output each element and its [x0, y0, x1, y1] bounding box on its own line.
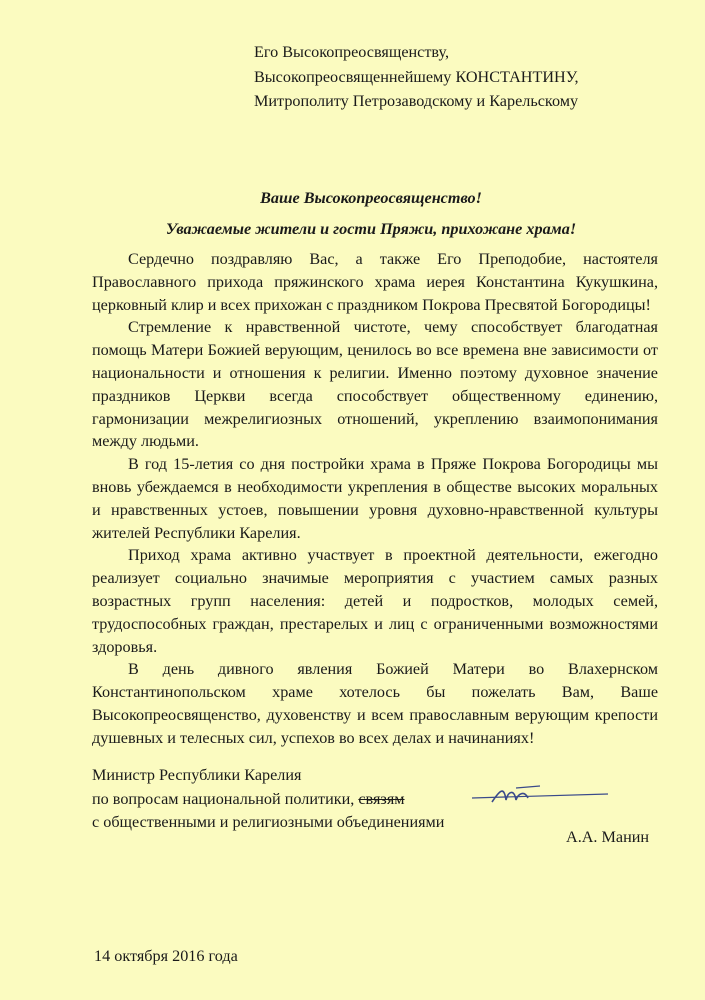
- signatory-title-line-1: Министр Республики Карелия: [92, 766, 302, 784]
- signatory-title-line-2: [92, 788, 444, 812]
- signatory-title-line-3: с общественными и религиозными объединениями: [92, 813, 445, 831]
- body-paragraph: Сердечно поздравляю Вас, а также Его Преподобие, настоятеля Православного прихода пряжинского храма иерея Константина Кукушкина, церковный клир и всех прихожан с праздником Покрова Пресвятой Богородицы!: [92, 250, 658, 314]
- letter-date: 14 октября 2016 года: [94, 947, 238, 965]
- body-paragraph: В год 15-летия со дня постройки храма в Пряже Покрова Богородицы мы вновь убеждаемся в необходимости укрепления в обществе высоких моральных и нравственных устоев, повышении уровня духовно-нравственной культуры жителей Республики Карелия.: [92, 455, 658, 542]
- addressee-line-3: Митрополиту Петрозаводскому и Карельскому: [254, 92, 579, 110]
- handwritten-signature: [470, 780, 610, 810]
- salutation-secondary: Уважаемые жители и гости Пряжи, прихожане храма!: [165, 220, 577, 238]
- addressee-block: [254, 40, 579, 114]
- addressee-line-1: Его Высокопреосвященству,: [254, 43, 450, 61]
- signatory-title-struck-word: связям: [358, 789, 405, 808]
- signatory-title-line-2-text: по вопросам национальной политики,: [92, 789, 355, 808]
- body-paragraph: Приход храма активно участвует в проектной деятельности, ежегодно реализует социально значимые мероприятия с участием самых разных возрастных групп населения: детей и подростков, молодых семей, трудоспособных граждан, престарелых и лиц с ограниченными возможностями здоровья.: [92, 546, 658, 656]
- signatory-title-block: [92, 764, 444, 835]
- salutation-primary: Ваше Высокопреосвященство!: [260, 189, 482, 207]
- letter-body: [92, 248, 658, 750]
- signer-name: А.А. Манин: [566, 828, 650, 846]
- body-paragraph: В день дивного явления Божией Матери во Влахернском Константинопольском храме хотелось бы пожелать Вам, Ваше Высокопреосвященство, духовенству и всем православным верующим крепости душевных и телесных сил, успехов во всех делах и начинаниях!: [92, 660, 658, 747]
- body-paragraph: Стремление к нравственной чистоте, чему способствует благодатная помощь Матери Божией верующим, ценилось во все времена вне зависимости от национальности и отношения к религии. Именно поэтому духовное значение праздников Церкви всегда способствует общественному единению, гармонизации межрелигиозных отношений, укреплению взаимопонимания между людьми.: [92, 318, 658, 451]
- addressee-line-2: Высокопреосвященнейшему КОНСТАНТИНУ,: [254, 67, 579, 86]
